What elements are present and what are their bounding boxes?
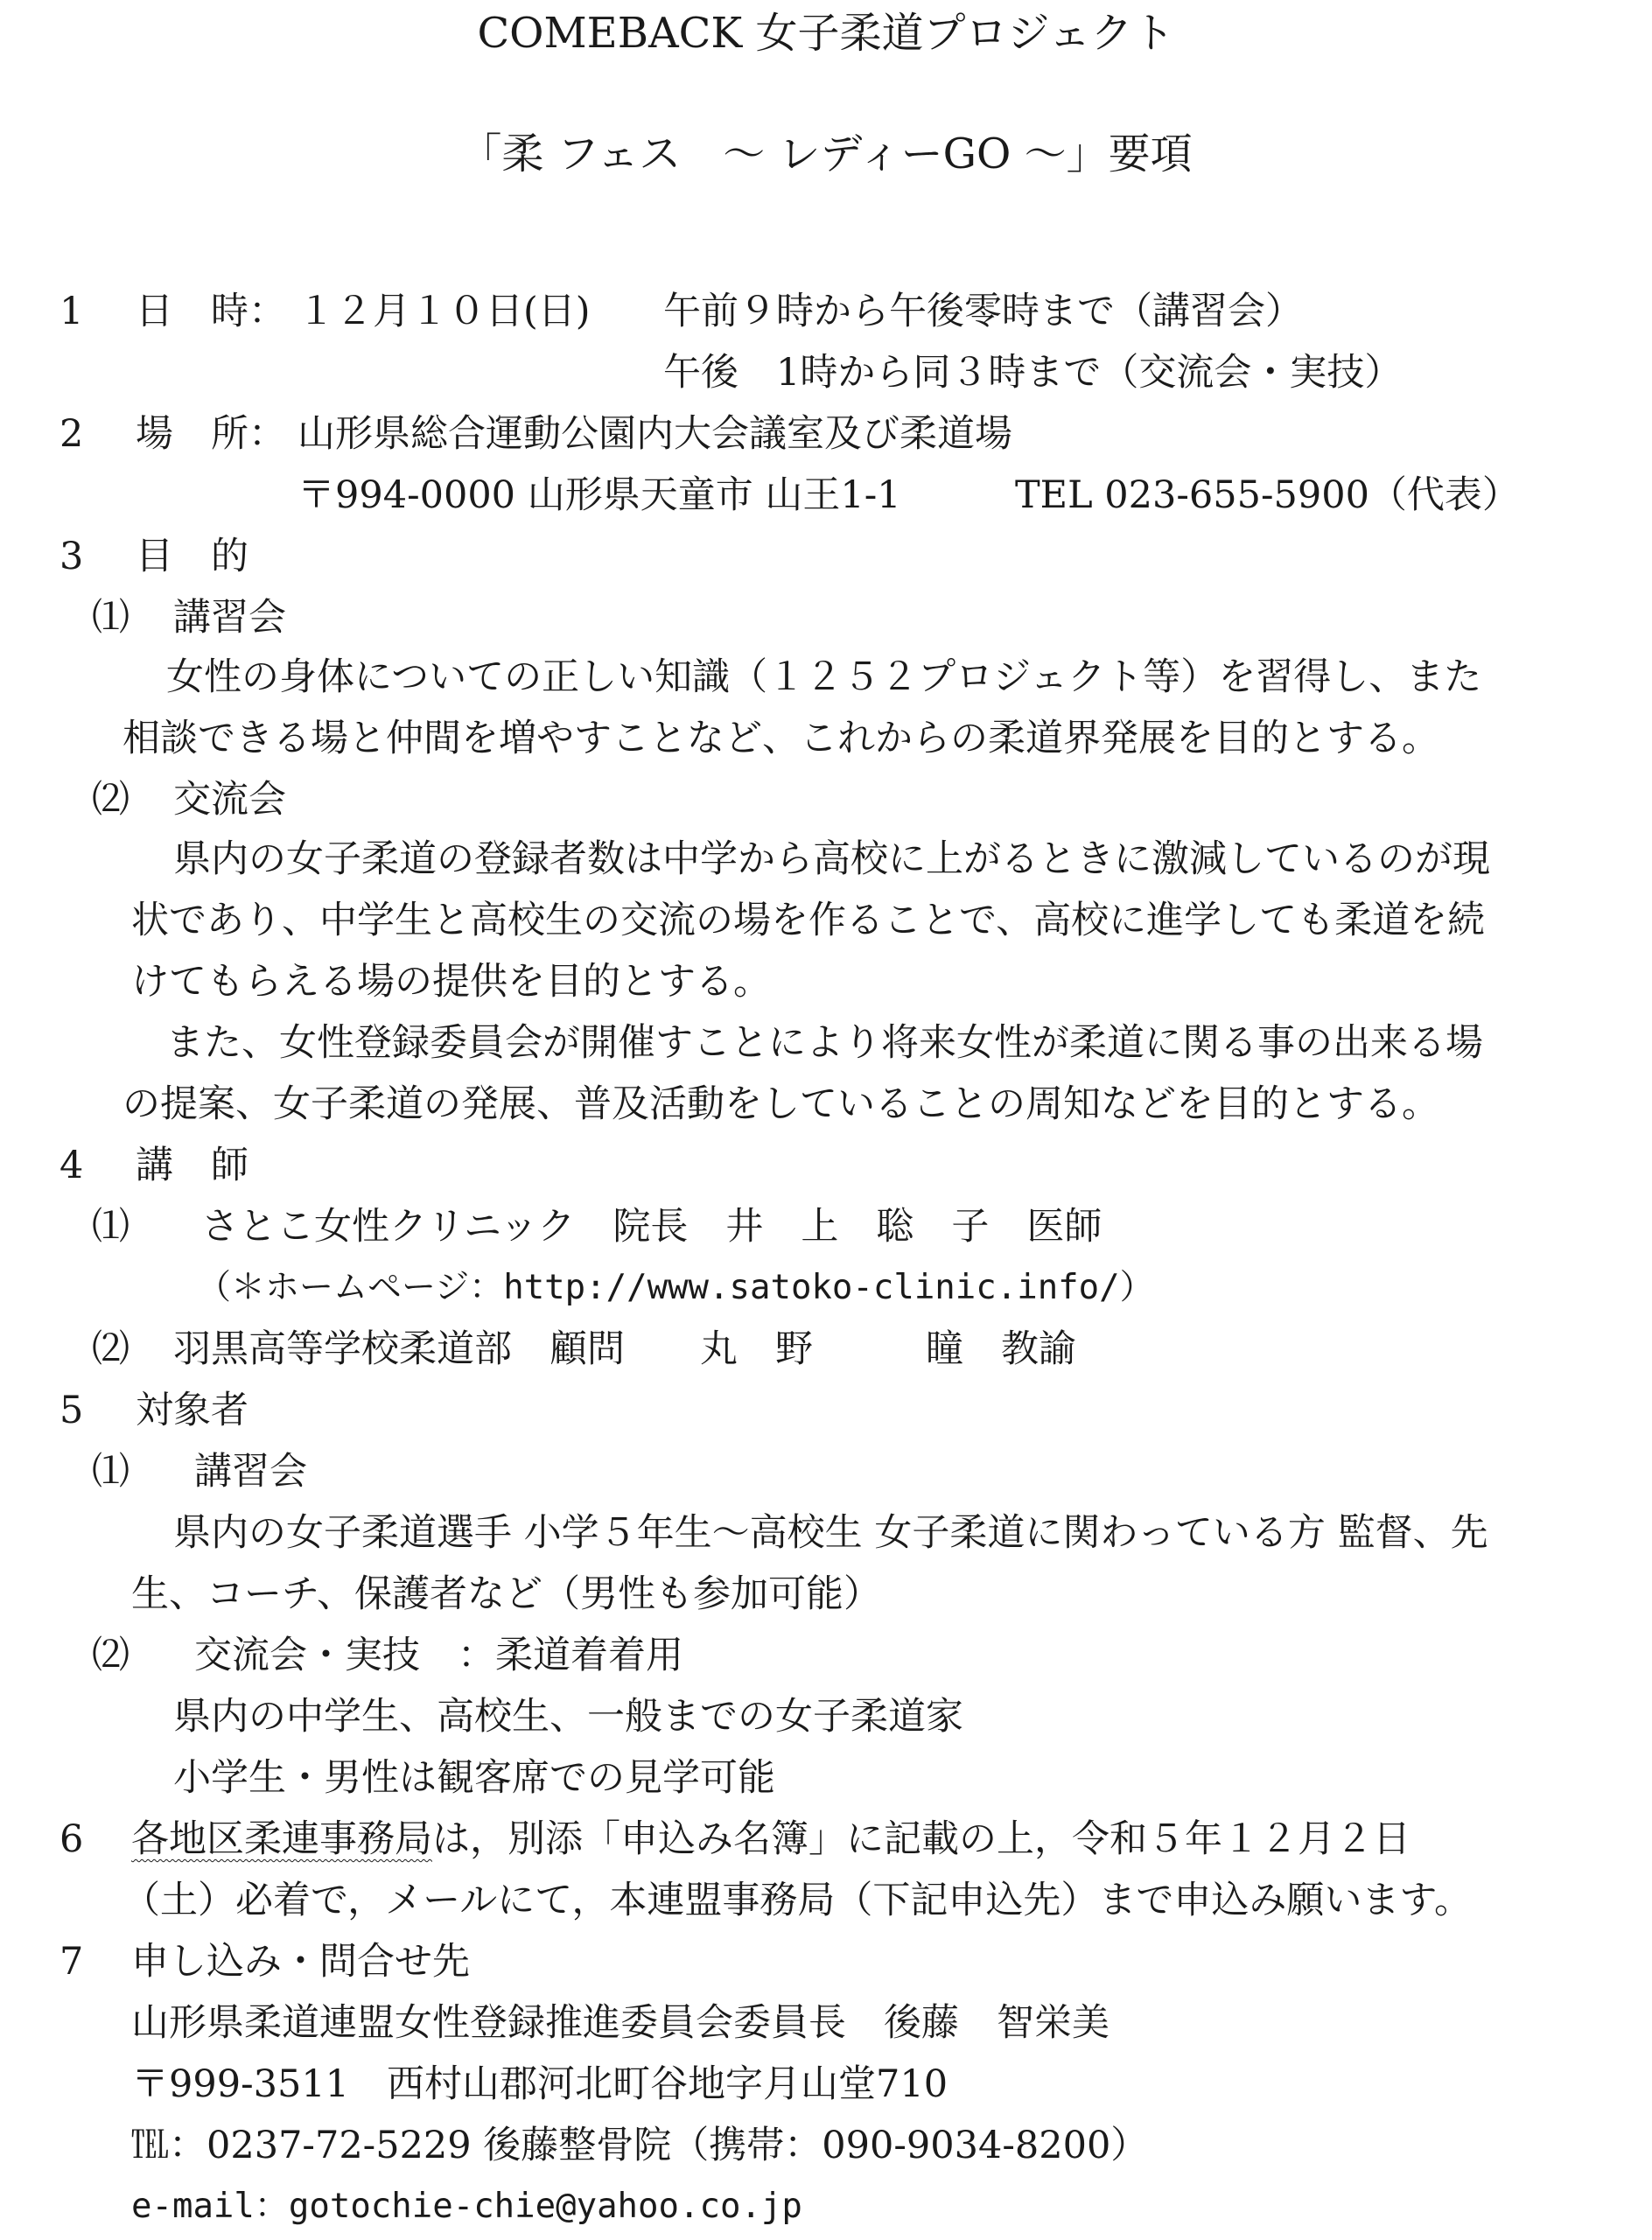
purpose-1-text: 女性の身体についての正しい知識（１２５２プロジェクト等）を習得し、また xyxy=(166,655,1482,699)
section-2-number: 2 xyxy=(60,412,84,456)
event-title: 「柔 フェス ～ レディーGO ～」要項 xyxy=(459,130,1193,178)
target-1-text: 生、コーチ、保護者など（男性も参加可能） xyxy=(131,1572,881,1616)
purpose-1-title: 講習会 xyxy=(173,596,286,640)
contact-organization: 山形県柔道連盟女性登録推進委員会委員長 後藤 智栄美 xyxy=(131,2001,1110,2045)
lecturer-2-number: ⑵ xyxy=(92,1327,130,1371)
application-deadline: （土）必着で，メールにて，本連盟事務局（下記申込先）まで申込み願います。 xyxy=(122,1879,1472,1922)
contact-tel: ℡：0237-72-5229 後藤整骨院（携帯：090-9034-8200） xyxy=(131,2124,1149,2167)
section-4-number: 4 xyxy=(60,1144,84,1187)
lecturer-1: さとこ女性クリニック 院長 井 上 聡 子 医師 xyxy=(201,1205,1102,1249)
purpose-2-text: けてもらえる場の提供を目的とする。 xyxy=(131,960,771,1004)
purpose-2-number: ⑵ xyxy=(92,778,130,822)
purpose-2-text: 状であり、中学生と高校生の交流の場を作ることで、高校に進学しても柔道を続 xyxy=(131,899,1486,942)
lecturer-2: 羽黒高等学校柔道部 顧問 丸 野 瞳 教諭 xyxy=(173,1327,1076,1371)
purpose-2-text: の提案、女子柔道の発展、普及活動をしていることの周知などを目的とする。 xyxy=(122,1082,1439,1126)
time-lecture: 午前９時から午後零時まで（講習会） xyxy=(663,290,1303,333)
section-7-label: 申し込み・問合せ先 xyxy=(131,1940,470,1984)
target-2-text: 小学生・男性は観客席での見学可能 xyxy=(173,1756,775,1800)
section-6-number: 6 xyxy=(60,1817,84,1861)
purpose-2-text: 県内の女子柔道の登録者数は中学から高校に上がるときに激減しているのが現 xyxy=(173,837,1490,881)
section-3-number: 3 xyxy=(60,535,84,578)
lecturer-1-homepage: （＊ホームページ：http://www.satoko-clinic.info/） xyxy=(197,1268,1154,1307)
target-2-number: ⑵ xyxy=(92,1634,130,1677)
venue-tel: TEL 023-655-5900（代表） xyxy=(1015,473,1520,517)
purpose-2-title: 交流会 xyxy=(173,778,286,822)
section-7-number: 7 xyxy=(60,1940,84,1984)
target-2-text: 県内の中学生、高校生、一般までの女子柔道家 xyxy=(173,1695,963,1739)
application-instructions-rest: は，別添「申込み名簿」に記載の上，令和５年１２月２日 xyxy=(432,1817,1410,1861)
target-1-text: 県内の女子柔道選手 小学５年生～高校生 女子柔道に関わっている方 監督、先 xyxy=(173,1511,1488,1555)
contact-email[interactable]: e-mail：gotochie-chie@yahoo.co.jp xyxy=(131,2187,802,2226)
section-5-number: 5 xyxy=(60,1389,84,1432)
target-1-title: 講習会 xyxy=(194,1450,307,1494)
contact-address: 〒999-3511 西村山郡河北町谷地字月山堂710 xyxy=(131,2062,948,2106)
target-1-number: ⑴ xyxy=(92,1450,130,1494)
section-4-label: 講 師 xyxy=(136,1144,248,1187)
purpose-1-number: ⑴ xyxy=(92,596,130,640)
target-2-title: 交流会・実技 ：柔道着着用 xyxy=(194,1634,683,1677)
section-5-label: 対象者 xyxy=(136,1389,248,1432)
section-1-label: 日 時： xyxy=(136,290,286,333)
purpose-2-text: また、女性登録委員会が開催すことにより将来女性が柔道に関る事の出来る場 xyxy=(166,1021,1483,1065)
section-3-label: 目 的 xyxy=(136,535,248,578)
section-2-label: 場 所： xyxy=(136,412,286,456)
event-date: １２月１０日(日) xyxy=(298,290,591,333)
local-office-underlined: 各地区柔連事務局 xyxy=(131,1817,432,1861)
purpose-1-text: 相談できる場と仲間を増やすことなど、これからの柔道界発展を目的とする。 xyxy=(122,717,1439,760)
time-exchange: 午後 1時から同３時まで（交流会・実技） xyxy=(663,351,1403,395)
section-1-number: 1 xyxy=(60,290,84,333)
venue-name: 山形県総合運動公園内大会議室及び柔道場 xyxy=(298,412,1012,456)
application-instructions xyxy=(131,1813,1410,1866)
venue-address: 〒994-0000 山形県天童市 山王1-1 xyxy=(298,473,901,517)
lecturer-1-number: ⑴ xyxy=(92,1205,130,1249)
project-title: COMEBACK 女子柔道プロジェクト xyxy=(477,9,1175,58)
